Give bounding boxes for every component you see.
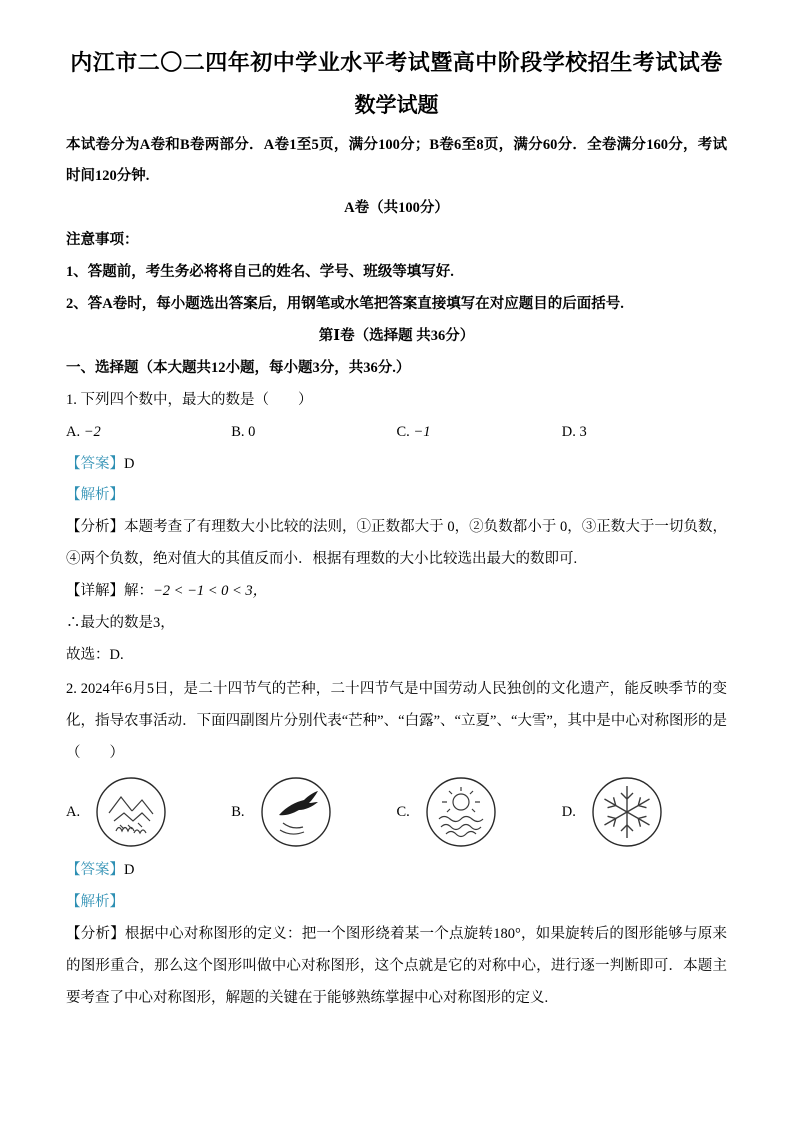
q2-analysis-line [66, 887, 727, 919]
q1-analysis-text: 【分析】本题考查了有理数大小比较的法则，①正数都大于 0，②负数都小于 0，③正数大于一切负数，④两个负数，绝对值大的其值反而小．根据有理数的大小比较选出最大的数即可. [66, 519, 727, 568]
q1-option-b-value: 0 [248, 423, 256, 440]
q1-answer-value: D [124, 455, 135, 472]
section1-heading: 一、选择题（本大题共12小题，每小题3分，共36分.） [66, 359, 411, 376]
q1-option-b-label: B. [231, 423, 245, 440]
q1-stem: 1. 下列四个数中，最大的数是（ ） [66, 391, 313, 408]
q1-options-row [66, 417, 727, 449]
sun-over-waves-icon [424, 775, 498, 849]
q2-option-c-label: C. [396, 803, 410, 820]
q2-analysis-label: 【解析】 [66, 894, 124, 911]
q1-option-a [66, 417, 231, 449]
q1-detail-line [66, 576, 727, 608]
doc-subtitle: 数学试题 [354, 93, 439, 118]
q1-option-a-label: A. [66, 423, 81, 440]
grain-field-sketch-icon [94, 775, 168, 849]
q1-choice: 故选：D. [66, 646, 124, 663]
q1-answer-label: 【答案】 [66, 455, 124, 472]
q1-option-c-label: C. [396, 423, 410, 440]
q1-option-b [231, 417, 396, 449]
q1-detail-prefix: 【详解】解： [66, 583, 153, 600]
q2-analysis-text: 【分析】根据中心对称图形的定义：把一个图形绕着某一个点旋转180°，如果旋转后的图形能够与原来的图形重合，那么这个图形叫做中心对称图形，这个点就是它的对称中心，进行逐一判断即可．本题主要考查了中心对称图形，解题的关键在于能够熟练掌握中心对称图形的定义. [66, 926, 727, 1006]
q1-option-d-label: D. [561, 423, 576, 440]
flying-bird-icon [259, 775, 333, 849]
q1-option-c-value: −1 [413, 423, 431, 440]
q1-option-a-value: −2 [83, 423, 101, 440]
q2-option-c [397, 775, 562, 849]
q2-options-row [66, 775, 727, 849]
q2-option-a [66, 775, 231, 849]
q1-option-d [562, 417, 727, 449]
part1-heading: 第Ⅰ卷（选择题 共36分） [318, 327, 475, 344]
q2-answer-label: 【答案】 [66, 862, 124, 879]
notice-item-2: 2、答A卷时，每小题选出答案后，用钢笔或水笔把答案直接填写在对应题目的后面括号. [66, 296, 624, 313]
q1-option-c [397, 417, 562, 449]
q1-detail-math: −2 < −1 < 0 < 3， [153, 583, 268, 600]
q1-answer-line [66, 449, 727, 481]
q1-analysis-line [66, 480, 727, 512]
q2-option-b-label: B. [231, 803, 245, 820]
q2-option-b [231, 775, 396, 849]
q1-analysis-label: 【解析】 [66, 487, 124, 504]
q2-answer-line [66, 855, 727, 887]
q1-conclusion: ∴最大的数是3， [66, 614, 175, 631]
q2-stem: 2. 2024年6月5日，是二十四节气的芒种，二十四节气是中国劳动人民独创的文化遗产，能反映季节的变化，指导农事活动．下面四副图片分别代表“芒种”、“白露”、“立夏”、“大雪”，其中是中心对称图形的是（ ） [66, 680, 727, 761]
snowflake-icon [590, 775, 664, 849]
q1-option-d-value: 3 [579, 423, 587, 440]
q2-option-d [562, 775, 727, 849]
intro-paragraph: 本试卷分为A卷和B卷两部分．A卷1至5页，满分100分；B卷6至8页，满分60分．全卷满分160分，考试时间120分钟. [66, 136, 727, 185]
section-a-heading: A卷（共100分） [344, 200, 449, 217]
notice-item-1: 1、答题前，考生务必将将自己的姓名、学号、班级等填写好. [66, 264, 454, 281]
notice-heading: 注意事项： [66, 232, 139, 249]
page-title: 内江市二〇二四年初中学业水平考试暨高中阶段学校招生考试试卷 [70, 50, 723, 75]
q2-option-d-label: D. [561, 803, 576, 820]
q2-option-a-label: A. [66, 803, 81, 820]
q2-answer-value: D [124, 862, 135, 879]
